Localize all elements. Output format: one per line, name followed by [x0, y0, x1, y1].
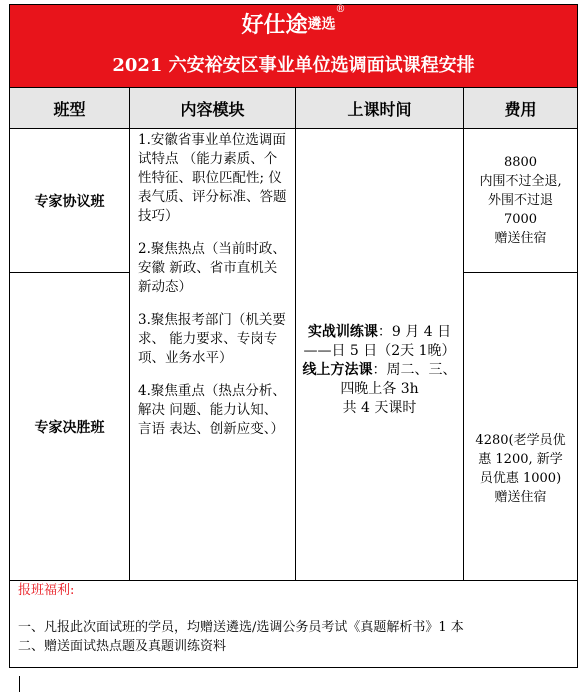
brand-banner [10, 5, 578, 42]
fee-line: 赠送住宿 [494, 231, 547, 246]
fee-line: 8800 [503, 155, 538, 170]
content-module-4: 4.聚焦重点（热点分析、解决 问题、能力认知、言语 表达、创新应变、） [138, 383, 286, 437]
schedule-total: 共 4 天课时 [342, 400, 417, 416]
course-table [9, 4, 578, 668]
header-class-type: 班型 [10, 88, 130, 129]
benefit-item-1: 一、凡报此次面试班的学员，均赠送遴选/选调公务员考试《真题解析书》1 本 [18, 620, 464, 635]
class-name-expert-decisive: 专家决胜班 [10, 273, 130, 581]
fee-line: 赠送住宿 [494, 489, 547, 505]
registered-mark: ® [335, 3, 346, 15]
fee-line: 7000 [503, 212, 538, 227]
fee-line: 内围不过全退, [479, 174, 562, 189]
header-class-time: 上课时间 [296, 88, 464, 129]
fee-expert-agreement [464, 129, 578, 273]
content-module-2: 2.聚焦热点（当前时政、安徽 新政、省市直机关新动态） [138, 241, 286, 295]
schedule-online-times: ：周二、三、四晚上各 3h [340, 362, 457, 397]
header-fee: 费用 [464, 88, 578, 129]
fee-expert-decisive [464, 273, 578, 581]
course-schedule-sheet [9, 4, 577, 668]
brand-logo-text: 好仕途 [241, 12, 308, 38]
page-title: 2021 六安裕安区事业单位选调面试课程安排 [10, 41, 578, 88]
schedule-cell [296, 129, 464, 581]
benefits-title: 报班福利: [18, 583, 75, 598]
fee-line: 惠 1200, 新学 [478, 451, 563, 467]
schedule-practice-dates: ：9 月 4 日——日 5 日（2天 1晚） [303, 324, 456, 359]
brand-logo-sub: 遴选 [307, 16, 336, 32]
content-module-3: 3.聚焦报考部门（机关要求、 能力要求、专岗专项、业务水平） [138, 312, 286, 366]
text-cursor [19, 676, 20, 692]
schedule-label-online: 线上方法课 [302, 362, 373, 378]
fee-line: 员优惠 1000) [479, 470, 562, 486]
class-name-expert-agreement: 专家协议班 [10, 129, 130, 273]
fee-line: 4280(老学员优 [475, 432, 566, 448]
content-modules-cell [130, 129, 296, 581]
benefits-cell [10, 581, 578, 668]
schedule-label-practice: 实战训练课 [307, 324, 378, 340]
header-content-module: 内容模块 [130, 88, 296, 129]
content-module-1: 1.安徽省事业单位选调面试特点 （能力素质、个性特征、职位匹配性; 仪表气质、评分标准、答题技巧） [138, 132, 287, 224]
fee-line: 外围不过退 [488, 193, 554, 208]
benefit-item-2: 二、赠送面试热点题及真题训练资料 [18, 639, 227, 654]
